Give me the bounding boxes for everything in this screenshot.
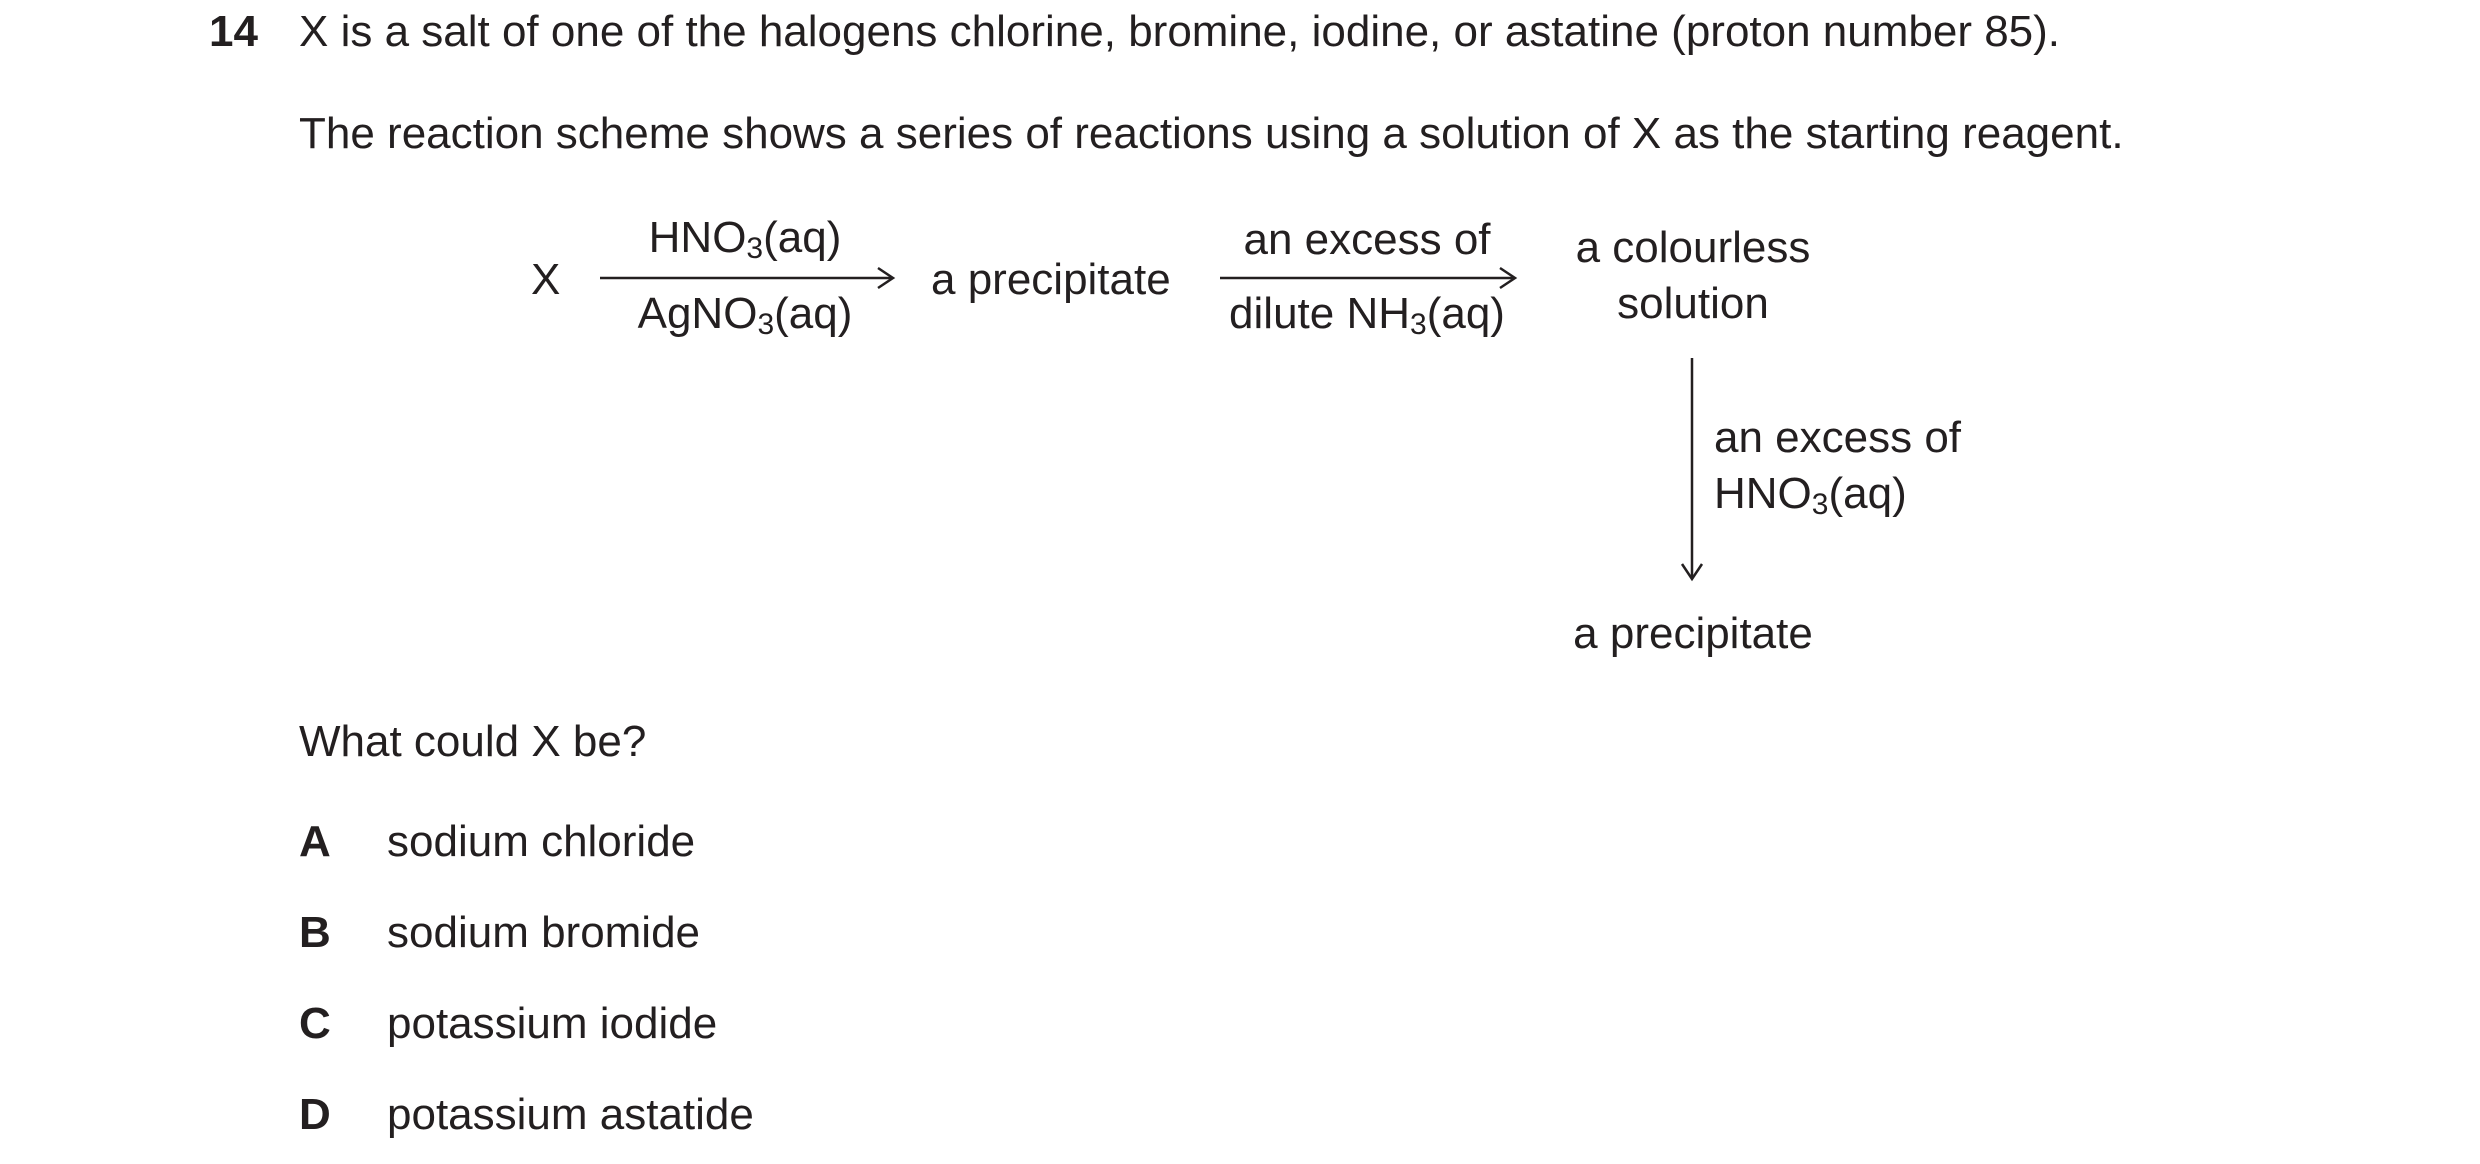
option-a-text: sodium chloride <box>387 817 696 866</box>
question-prompt: What could X be? <box>299 717 647 766</box>
question-number: 14 <box>209 7 258 56</box>
option-d-letter: D <box>299 1090 331 1139</box>
question-stem: X is a salt of one of the halogens chlorine, bromine, iodine, or astatine (proton number 85). <box>299 7 2061 56</box>
option-a-letter: A <box>299 817 331 866</box>
option-b-letter: B <box>299 908 331 957</box>
product-2-line-1: a colourless <box>1575 223 1811 272</box>
arrow-3-reagent-line-1: an excess of <box>1714 413 1962 462</box>
arrow-3-reagent-line-2: $HNO_3(aq)$ <box>1714 469 1907 521</box>
product-2-line-2: solution <box>1617 279 1769 328</box>
arrow-1-reagent-below: AgNO$_3$(aq) <box>637 289 853 341</box>
product-1: a precipitate <box>931 255 1171 304</box>
product-3: a precipitate <box>1573 609 1813 658</box>
question-intro: The reaction scheme shows a series of reactions using a solution of X as the starting reagent. <box>299 109 2124 158</box>
option-c-text: potassium iodide <box>387 999 718 1048</box>
option-d-text: potassium astatide <box>387 1090 754 1139</box>
arrow-2-reagent-above: an excess of <box>1243 215 1491 264</box>
option-c-letter: C <box>299 999 331 1048</box>
arrow-2-reagent-below: dilute $NH_3(aq)$ <box>1229 289 1505 341</box>
scheme-start-x: X <box>531 255 561 304</box>
option-b-text: sodium bromide <box>387 908 701 957</box>
arrow-1-reagent-above: $HNO_3(aq)$ <box>648 213 842 265</box>
